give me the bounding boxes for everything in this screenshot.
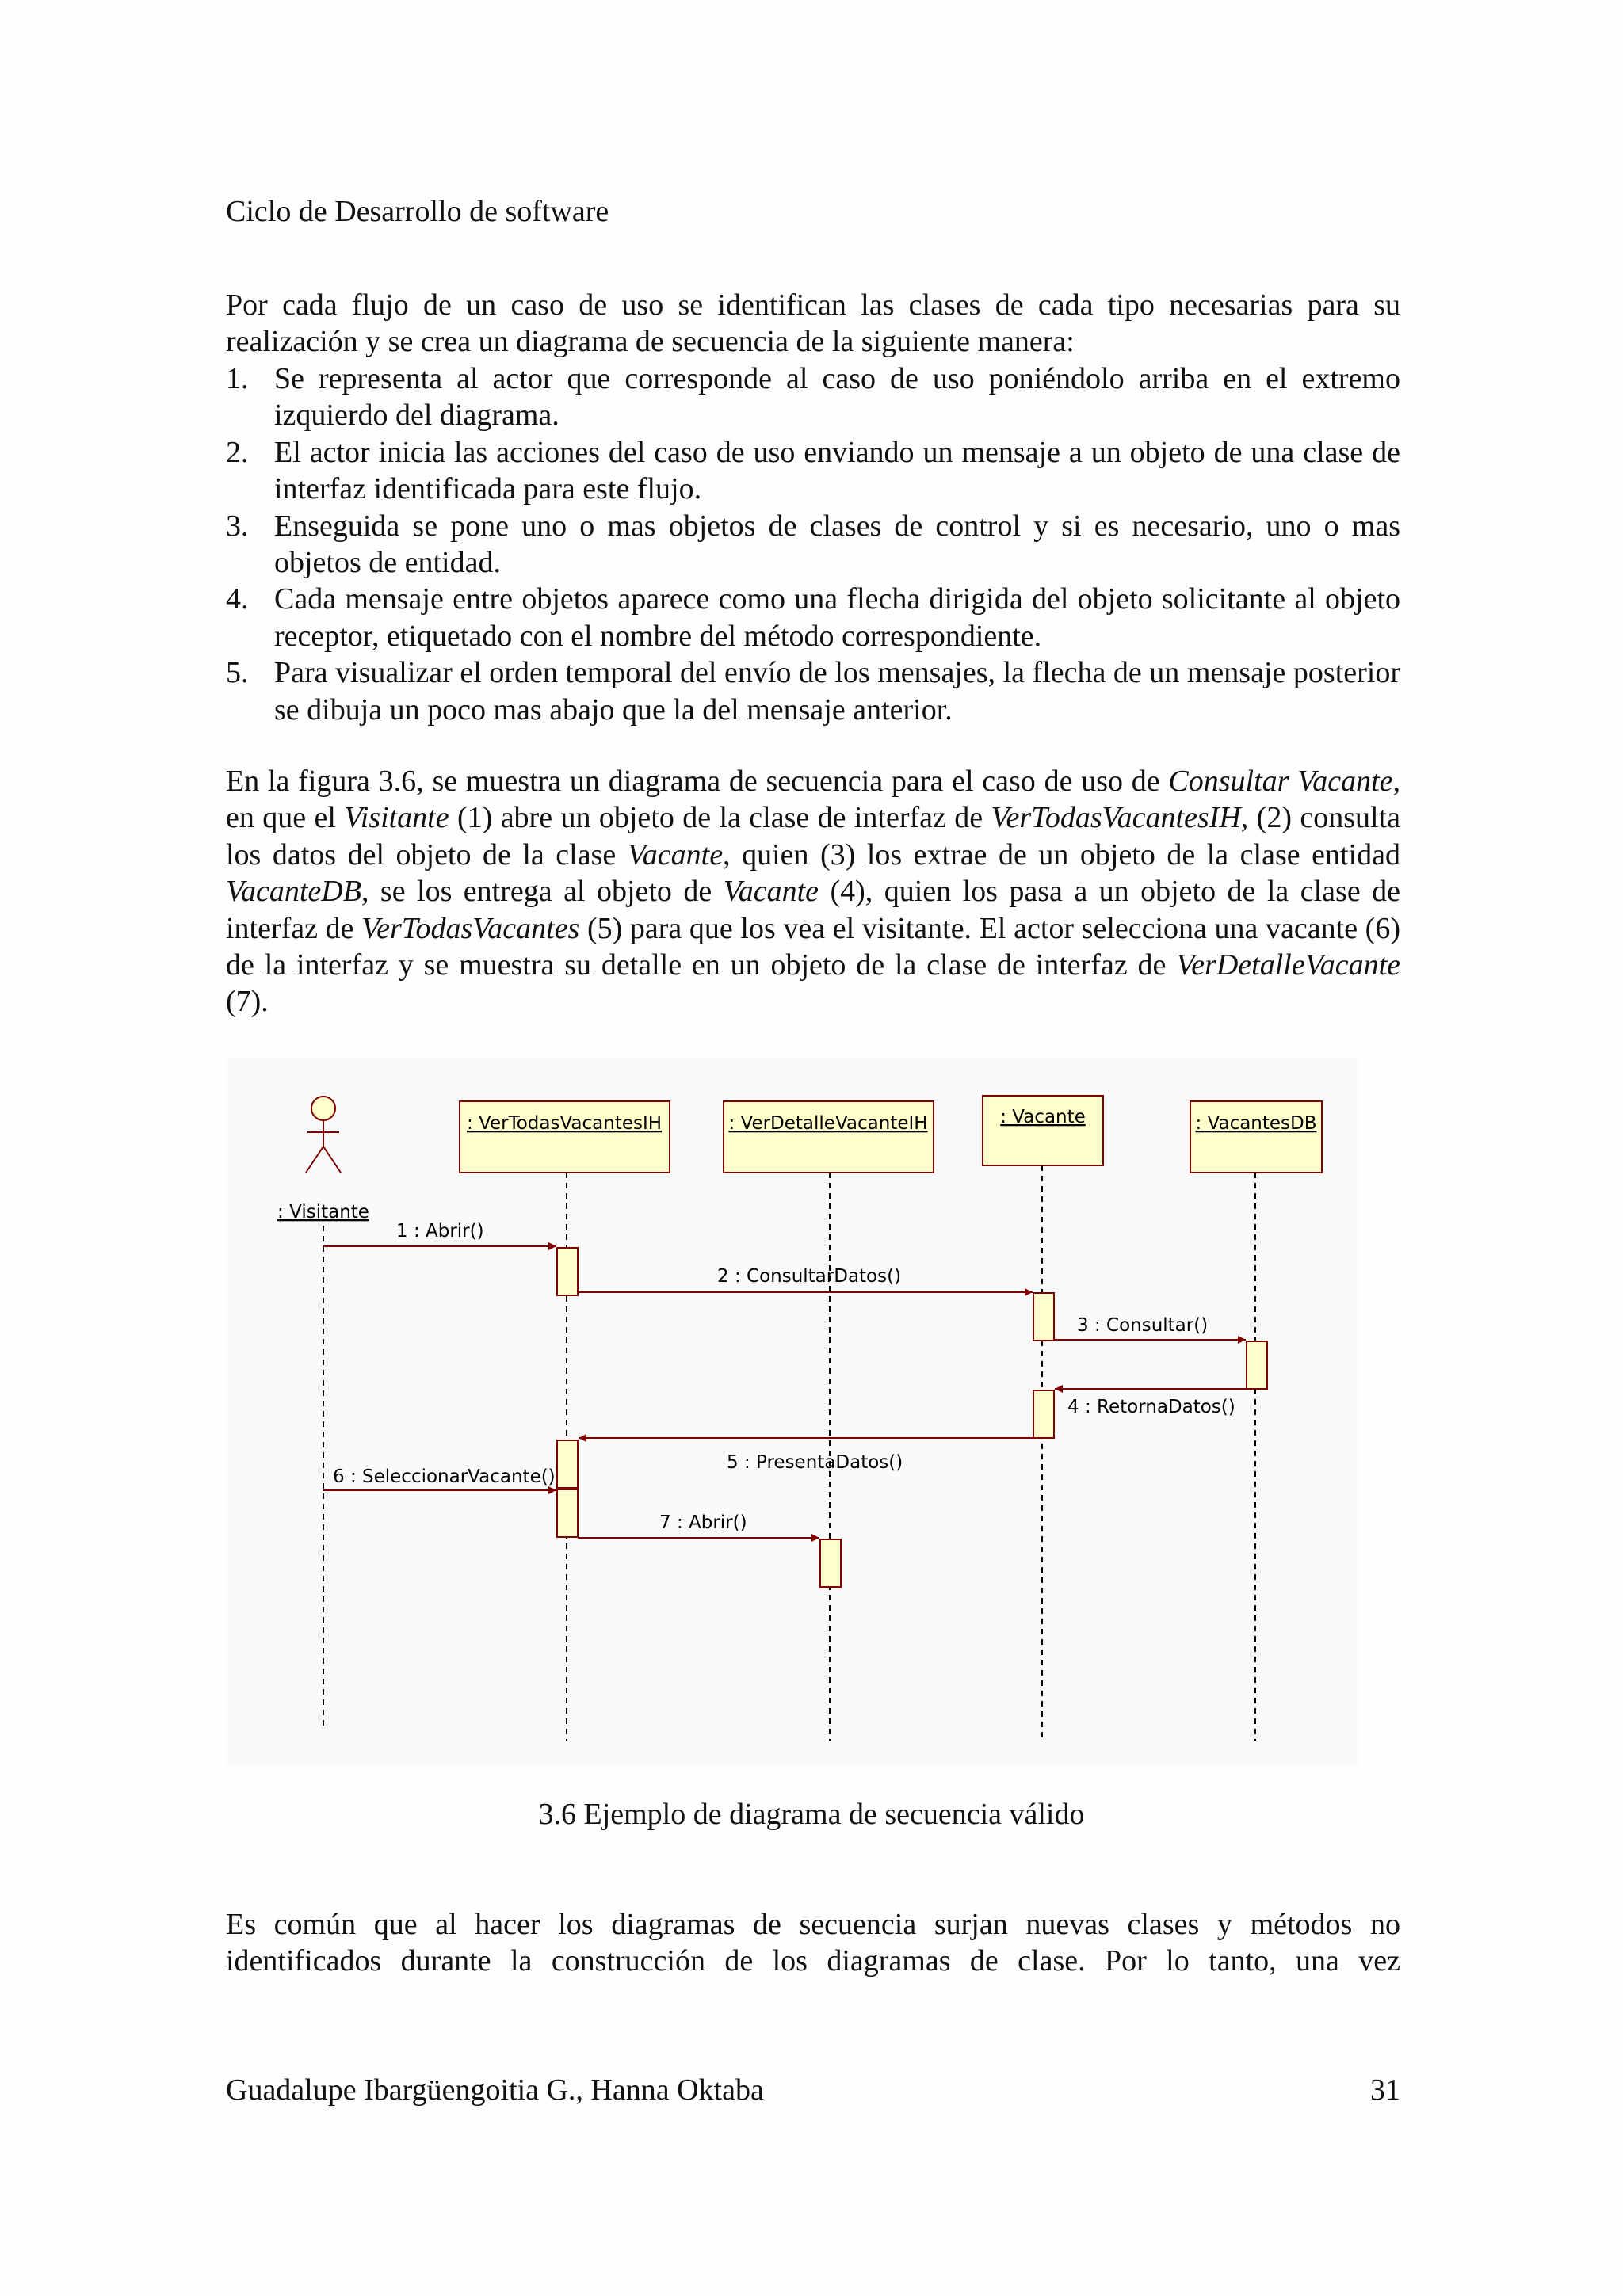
- object-vacantesdb: [1190, 1101, 1322, 1173]
- message-label: 6 : SeleccionarVacante(): [333, 1466, 556, 1487]
- list-item: [226, 434, 1400, 508]
- list-text: El actor inicia las acciones del caso de uso enviando un mensaje a un objeto de una clase de interfaz identificada para este flujo.: [274, 435, 1400, 506]
- message-label: 1 : Abrir(): [396, 1221, 484, 1241]
- list-text: Se representa al actor que corresponde al caso de uso poniéndolo arriba en el extremo izquierdo del diagrama.: [274, 362, 1400, 433]
- message-arrows: [323, 1246, 1256, 1538]
- list-text: Cada mensaje entre objetos aparece como una flecha dirigida del objeto solicitante al objeto receptor, etiquetado con el nombre del método correspondiente.: [274, 582, 1400, 653]
- object-verdetallevacanteih: [724, 1101, 934, 1173]
- message-label: 5 : PresentaDatos(): [727, 1452, 903, 1473]
- object-vacante: [983, 1096, 1103, 1165]
- page-number: 31: [1370, 2073, 1400, 2107]
- actor-label: : Visitante: [277, 1202, 369, 1222]
- object-vertodasvacantesih: [460, 1101, 670, 1173]
- sequence-diagram: [226, 1058, 1359, 1767]
- list-number: 4.: [226, 582, 249, 616]
- message-label: 4 : RetornaDatos(): [1067, 1397, 1235, 1417]
- sequence-diagram-svg: [226, 1058, 1359, 1767]
- intro-paragraph: Por cada flujo de un caso de uso se identifican las clases de cada tipo necesarias para su realización y se crea un diagrama de secuencia de la siguiente manera:: [226, 288, 1400, 359]
- activation-bar: [557, 1248, 578, 1295]
- figure-caption: 3.6 Ejemplo de diagrama de secuencia válido: [538, 1798, 1085, 1831]
- message-label: 7 : Abrir(): [659, 1512, 747, 1533]
- activation-bar: [557, 1440, 578, 1488]
- message-label: 3 : Consultar(): [1077, 1315, 1209, 1336]
- list-number: 5.: [226, 656, 249, 690]
- message-labels: [333, 1221, 1235, 1533]
- footer-authors: Guadalupe Ibargüengoitia G., Hanna Oktaba: [226, 2073, 764, 2107]
- list-item: [226, 360, 1400, 434]
- list-text: Para visualizar el orden temporal del envío de los mensajes, la flecha de un mensaje posterior se dibuja un poco mas abajo que la del mensaje anterior.: [274, 656, 1400, 727]
- message-label: 2 : ConsultarDatos(): [717, 1266, 902, 1287]
- object-label: : Vacante: [1000, 1107, 1086, 1127]
- object-label: : VerTodasVacantesIH: [466, 1113, 663, 1134]
- closing-paragraph: Es común que al hacer los diagramas de secuencia surjan nuevas clases y métodos no identificados durante la construcción de los diagramas de clase. Por lo tanto, una vez: [226, 1908, 1400, 1978]
- object-label: : VacantesDB: [1195, 1113, 1317, 1134]
- activation-bar: [1033, 1390, 1054, 1438]
- list-item: [226, 508, 1400, 582]
- object-label: : VerDetalleVacanteIH: [728, 1113, 928, 1134]
- list-item: [226, 654, 1400, 728]
- actor-stick-figure: [306, 1097, 341, 1173]
- activation-bar: [1247, 1341, 1267, 1389]
- activation-bar: [820, 1539, 841, 1587]
- activation-bars: [557, 1248, 1267, 1587]
- list-number: 1.: [226, 362, 249, 395]
- activation-bar: [557, 1489, 578, 1537]
- page-header: Ciclo de Desarrollo de software: [226, 195, 609, 228]
- list-number: 3.: [226, 509, 249, 543]
- steps-list: [226, 360, 1400, 728]
- list-text: Enseguida se pone uno o mas objetos de clases de control y si es necesario, uno o mas objetos de entidad.: [274, 509, 1400, 580]
- figure-description-paragraph: En la figura 3.6, se muestra un diagrama de secuencia para el caso de uso de Consultar Vacante, en que el Visitante (1) abre un objeto de la clase de interfaz de VerTodasVacantesIH, (2) consulta los datos del objeto de la clase Vacante, quien (3) los extrae de un objeto de la clase entidad VacanteDB, se los entrega al objeto de Vacante (4), quien los pasa a un objeto de la clase de interfaz de VerTodasVacantes (5) para que los vea el visitante. El actor selecciona una vacante (6) de la interfaz y se muestra su detalle en un objeto de la clase de interfaz de VerDetalleVacante (7).: [226, 765, 1401, 1019]
- activation-bar: [1033, 1293, 1054, 1341]
- list-number: 2.: [226, 435, 249, 469]
- list-item: [226, 581, 1400, 654]
